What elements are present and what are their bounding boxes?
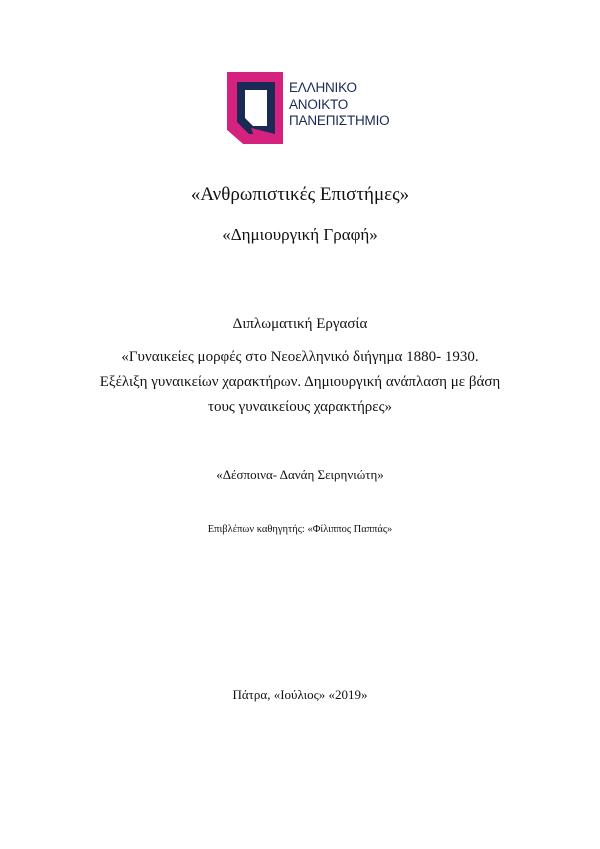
logo-line-3: ΠΑΝΕΠΙΣΤΗΜΙΟ (289, 113, 390, 128)
place-and-date: Πάτρα, «Ιούλιος» «2019» (232, 687, 368, 702)
thesis-title-line-2: Εξέλιξη γυναικείων χαρακτήρων. Δημιουργική ανάπλαση με βάση (99, 374, 501, 390)
faculty-heading: «Ανθρωπιστικές Επιστήμες» (190, 184, 410, 205)
author-name: «Δέσποινα- Δανάη Σειρηνιώτη» (216, 467, 384, 482)
program-heading: «Δημιουργική Γραφή» (222, 225, 378, 244)
university-logo-icon (227, 72, 287, 144)
university-logo (227, 72, 407, 144)
supervisor-label: Επιβλέπων καθηγητής: (207, 524, 305, 535)
thesis-title-line-3: τους γυναικείους χαρακτήρες» (207, 399, 393, 415)
document-type: Διπλωματική Εργασία (232, 316, 368, 332)
logo-line-1: ΕΛΛΗΝΙΚΟ (289, 80, 357, 95)
logo-line-2: ΑΝΟΙΚΤΟ (289, 96, 349, 112)
thesis-title (0, 345, 600, 420)
thesis-title-line-1: «Γυναικείες μορφές στο Νεοελληνικό διήγημα 1880- 1930. (121, 349, 479, 365)
supervisor (0, 524, 600, 535)
university-logo-text (289, 80, 389, 130)
supervisor-name: «Φίλιππος Παππάς» (307, 524, 393, 535)
